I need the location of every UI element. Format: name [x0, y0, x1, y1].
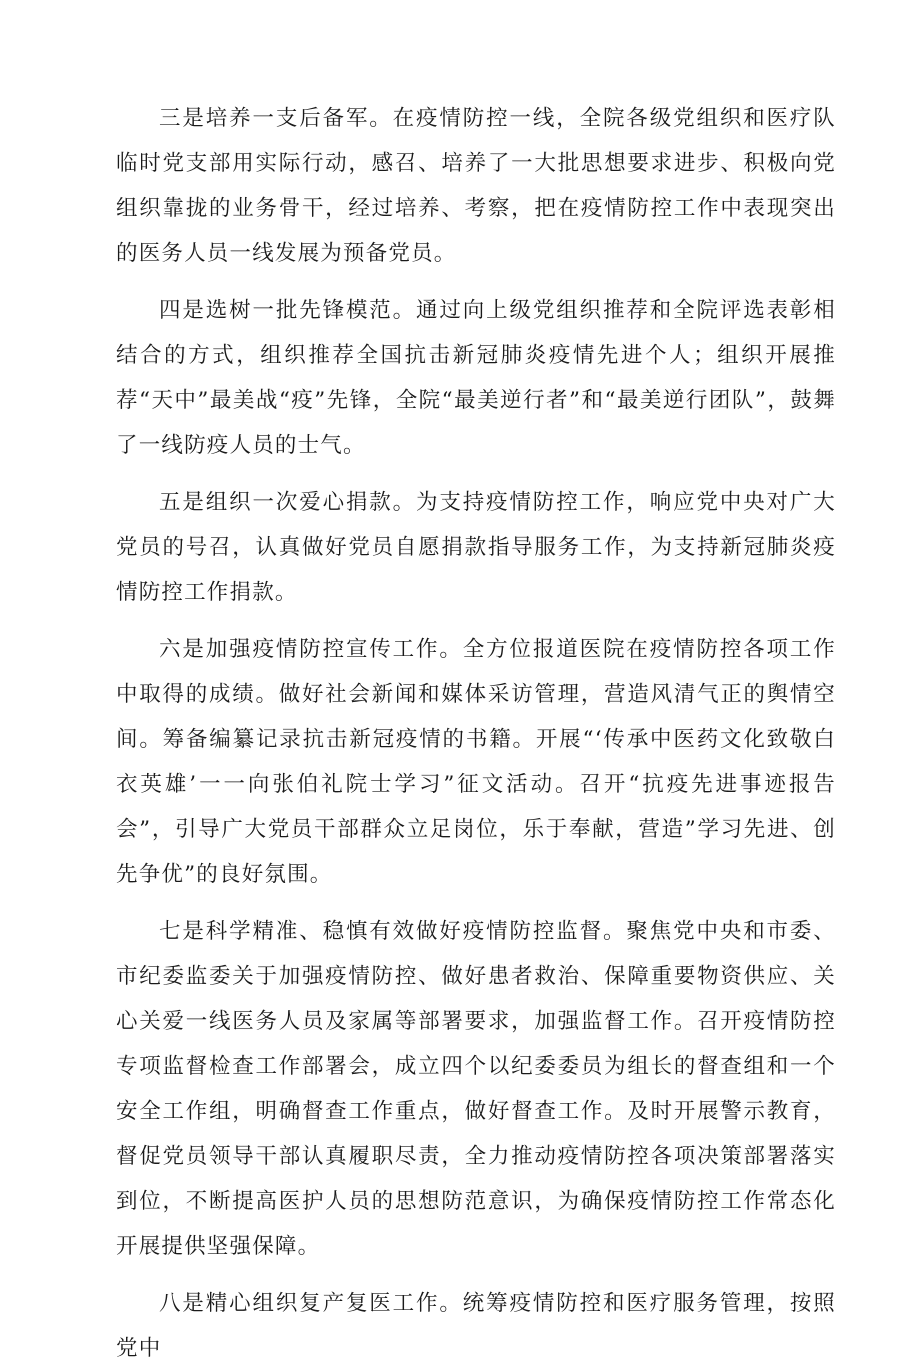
paragraph-8-resumption: 八是精心组织复产复医工作。统筹疫情防控和医疗服务管理，按照党中 [116, 1291, 836, 1361]
paragraph-7-supervision: 七是科学精准、稳慎有效做好疫情防控监督。聚焦党中央和市委、市纪委监委关于加强疫情防控、做好患者救治、保障重要物资供应、关心关爱一线医务人员及家属等部署要求，加强监督工作。召开疫情防控专项监督检查工作部署会，成立四个以纪委委员为组长的督查组和一个安全工作组，明确督查工作重点，做好督查工作。及时开展警示教育，督促党员领导干部认真履职尽责，全力推动疫情防控各项决策部署落实到位，不断提高医护人员的思想防范意识，为确保疫情防控工作常态化开展提供坚强保障。 [116, 919, 836, 1259]
paragraph-6-publicity: 六是加强疫情防控宣传工作。全方位报道医院在疫情防控各项工作中取得的成绩。做好社会新闻和媒体采访管理，营造风清气正的舆情空间。筹备编纂记录抗击新冠疫情的书籍。开展“‘传承中医药文化致敬白衣英雄’一一向张伯礼院士学习”征文活动。召开“抗疫先进事迹报告会”，引导广大党员干部群众立足岗位，乐于奉献，营造”学习先进、创先争优”的良好氛围。 [116, 637, 836, 887]
paragraph-4-role-models: 四是选树一批先锋模范。通过向上级党组织推荐和全院评选表彰相结合的方式，组织推荐全国抗击新冠肺炎疫情先进个人；组织开展推荐“天中”最美战“疫”先锋，全院“最美逆行者”和“最美逆行团队”，鼓舞了一线防疫人员的士气。 [116, 298, 836, 458]
paragraph-3-reserve-force: 三是培养一支后备军。在疫情防控一线，全院各级党组织和医疗队临时党支部用实际行动，感召、培养了一大批思想要求进步、积极向党组织靠拢的业务骨干，经过培养、考察，把在疫情防控工作中表现突出的医务人员一线发展为预备党员。 [116, 106, 836, 266]
paragraph-5-donation: 五是组织一次爱心捐款。为支持疫情防控工作，响应党中央对广大党员的号召，认真做好党员自愿捐款指导服务工作，为支持新冠肺炎疫情防控工作捐款。 [116, 490, 836, 605]
